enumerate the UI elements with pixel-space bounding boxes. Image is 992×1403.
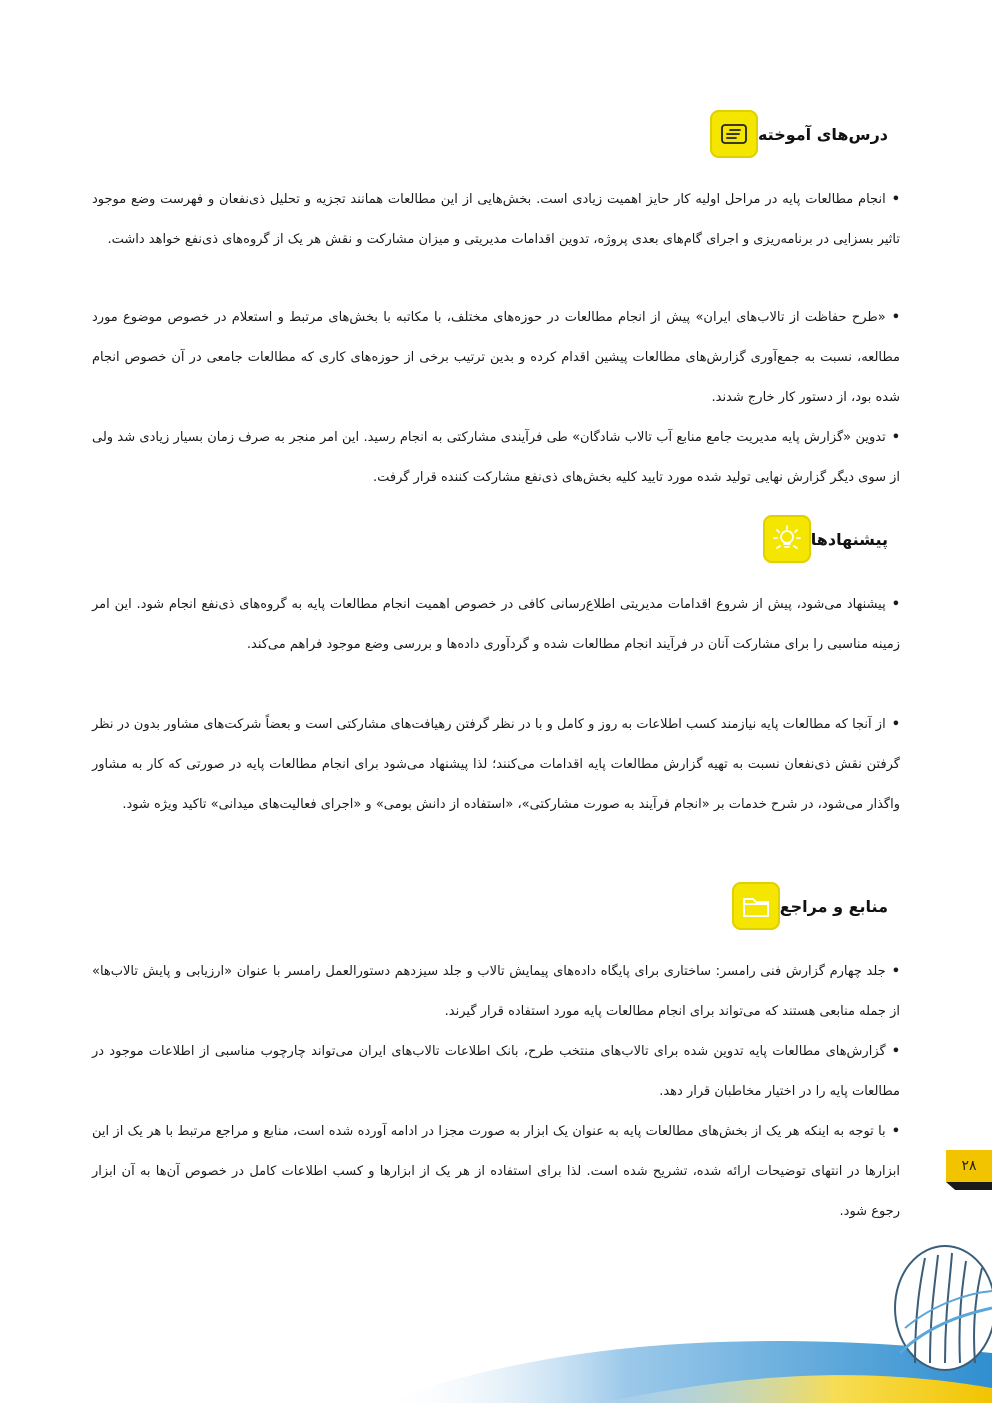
paragraph: •تدوین «گزارش پایه مدیریت جامع منابع آب تالاب شادگان» طی فرآیندی مشارکتی به انجام رسید. این امر منجر به صرف زمان بسیار زیادی شد ولی از سوی دیگر گزارش نهایی تولید شده مورد تایید کلیه بخش‌های ذی‌نفع مشارکت کننده قرار گرفت. xyxy=(92,430,900,485)
section-header-lessons xyxy=(710,110,900,158)
bullet: • xyxy=(891,310,900,325)
reed-icon xyxy=(895,1246,992,1370)
bullet: • xyxy=(891,717,900,732)
section-title: درس‌های آموخته xyxy=(757,124,888,144)
paragraph: •پیشنهاد می‌شود، پیش از شروع اقدامات مدیریتی اطلاع‌رسانی کافی در خصوص اهمیت انجام مطالعات پایه به گروه‌های ذی‌نفع انجام شود. این امر زمینه مناسبی را برای مشارکت آنان در فرآیند انجام مطالعات شده و گردآوری داده‌ها و بررسی وضع موجود فراهم می‌کند. xyxy=(92,597,900,652)
paragraph: •جلد چهارم گزارش فنی رامسر: ساختاری برای پایگاه داده‌های پیمایش تالاب و جلد سیزدهم دستورالعمل رامسر با عنوان «ارزیابی و پایش تالاب‌ها» از جمله منابعی هستند که می‌تواند برای انجام مطالعات پایه مورد استفاده قرار گیرند. xyxy=(92,964,900,1019)
bullet: • xyxy=(891,1044,900,1059)
folder-icon xyxy=(732,882,780,930)
bullet: • xyxy=(891,597,900,612)
section-header-suggestions xyxy=(763,515,900,563)
section-title: منابع و مراجع xyxy=(779,896,888,916)
paragraph: •از آنجا که مطالعات پایه نیازمند کسب اطلاعات به روز و کامل و با در نظر گرفتن رهیافت‌های مشارکتی است و بعضاً شرکت‌های مشاور بدون در نظر گرفتن نقش ذی‌نفعان نسبت به تهیه گزارش مطالعات پایه اقدامات می‌کنند؛ لذا پیشنهاد می‌شود برای انجام مطالعات پایه در صورتی که کار به مشاور واگذار می‌شود، در شرح خدمات بر «انجام فرآیند به صورت مشارکتی»، «استفاده از دانش بومی» و «اجرای فعالیت‌های میدانی» تاکید ویژه شود. xyxy=(92,717,900,812)
section-title: پیشنهادها xyxy=(810,529,888,549)
bullet: • xyxy=(891,1124,900,1139)
bullet: • xyxy=(891,964,900,979)
bullet: • xyxy=(891,430,900,445)
section-header-references xyxy=(732,882,900,930)
footer-wave-decoration xyxy=(0,1203,992,1403)
paragraph: •با توجه به اینکه هر یک از بخش‌های مطالعات پایه به عنوان یک ابزار به صورت مجزا در ادامه آورده شده است، منابع و مراجع مرتبط با هر یک از این ابزارها در انتهای توضیحات ارائه شده، تشریح شده است. لذا برای استفاده از هر یک از ابزارها و کسب اطلاعات کامل در خصوص آن‌ها به آن ابزار رجوع شود. xyxy=(92,1124,900,1219)
paragraph: •«طرح حفاظت از تالاب‌های ایران» پیش از انجام مطالعات در حوزه‌های مختلف، با مکاتبه با بخش‌های مرتبط و استعلام در خصوص موضوع مورد مطالعه، نسبت به جمع‌آوری گزارش‌های مطالعات پیشین اقدام کرده و بدین ترتیب برخی از حوزه‌های کاری که مطالعات جامعی در آن خصوص انجام شده بود، از دستور کار خارج شدند. xyxy=(92,310,900,405)
lightbulb-icon xyxy=(763,515,811,563)
paragraph: •گزارش‌های مطالعات پایه تدوین شده برای تالاب‌های منتخب طرح، بانک اطلاعات تالاب‌های ایران می‌تواند چارچوب مناسبی از اطلاعات موجود در مطالعات پایه را در اختیار مخاطبان قرار دهد. xyxy=(92,1044,900,1099)
hand-pointing-icon xyxy=(710,110,758,158)
bullet: • xyxy=(891,192,900,207)
paragraph: •انجام مطالعات پایه در مراحل اولیه کار حایز اهمیت زیادی است. بخش‌هایی از این مطالعات همانند تجزیه و تحلیل ذی‌نفعان و فهرست وضع موجود تاثیر بسزایی در برنامه‌ریزی و اجرای گام‌های بعدی پروژه، تدوین اقدامات مدیریتی و میزان مشارکت و نقش هر یک از گروه‌های ذی‌نفع خواهد داشت. xyxy=(92,192,900,247)
page-number: ۲۸ xyxy=(946,1150,992,1182)
